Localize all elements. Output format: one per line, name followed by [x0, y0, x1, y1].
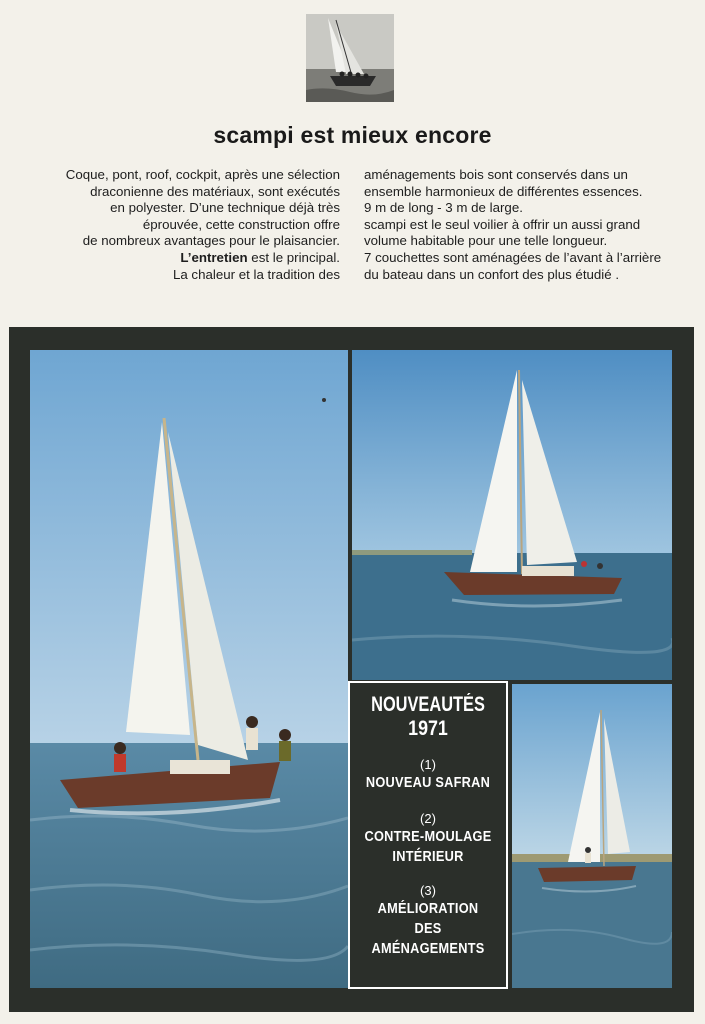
photo-panel	[9, 327, 694, 1012]
page-title: scampi est mieux encore	[213, 122, 492, 148]
intro-text-left	[22, 167, 340, 283]
sailboat-photo-small	[512, 684, 672, 988]
text-line: 7 couchettes sont aménagées de l’avant à l’arrière	[364, 249, 662, 265]
news-item-label: NOUVEAU SAFRAN	[365, 775, 491, 791]
text-line	[22, 250, 340, 267]
text-line: Coque, pont, roof, cockpit, après une sélection	[65, 167, 340, 182]
text-line: volume habitable pour une telle longueur.	[364, 233, 608, 249]
news-heading: NOUVEAUTÉS	[371, 693, 485, 716]
sailboat-photo-right	[352, 350, 672, 680]
entretien-bold: L’entretien	[180, 249, 248, 265]
text-line: de nombreux avantages pour le plaisancier.	[82, 233, 340, 249]
news-year: 1971	[408, 717, 448, 740]
text-line: 9 m de long - 3 m de large.	[364, 200, 523, 216]
text-fragment: est le principal.	[247, 249, 340, 265]
top-sailboat-photo	[306, 14, 394, 102]
news-item-label: CONTRE-MOULAGE INTÉRIEUR	[364, 829, 492, 865]
nouveautes-box	[348, 681, 508, 989]
large-sailboat-photo	[30, 350, 348, 988]
text-line: draconienne des matériaux, sont exécutés	[90, 183, 340, 199]
news-item-number: (2)	[420, 811, 436, 826]
text-line: La chaleur et la tradition des	[172, 266, 340, 282]
text-line: du bateau dans un confort des plus étudié .	[364, 266, 620, 282]
text-line: ensemble harmonieux de différentes essences.	[364, 183, 643, 199]
news-item-number: (1)	[420, 757, 436, 772]
intro-text-right	[364, 167, 682, 283]
news-item-number: (3)	[420, 883, 436, 898]
text-line: en polyester. D’une technique déjà très	[110, 200, 340, 216]
text-line: scampi est le seul voilier à offrir un aussi grand	[364, 216, 641, 232]
text-line: éprouvée, cette construction offre	[142, 216, 340, 232]
text-line: aménagements bois sont conservés dans un	[364, 167, 628, 182]
news-item-label: AMÉLIORATION DES AMÉNAGEMENTS	[371, 901, 485, 957]
